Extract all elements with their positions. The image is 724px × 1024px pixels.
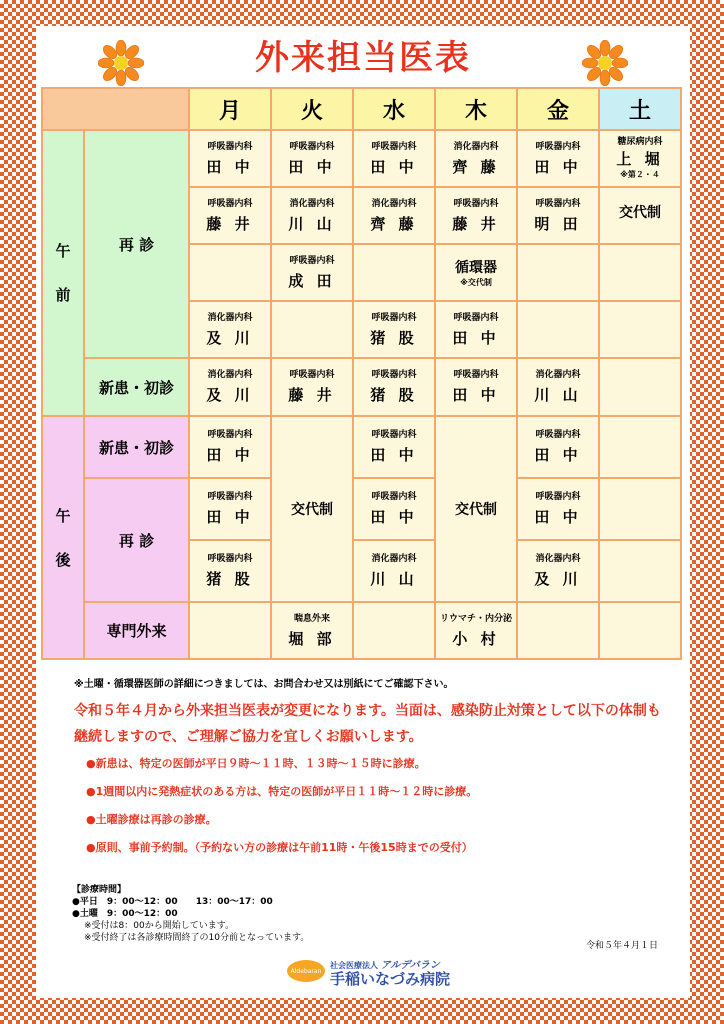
slot-am-r2-mon: 呼吸器内科 藤 井 [189, 187, 271, 244]
hours-weekday: ●平日 9：00～12：00 13：00～17：00 [72, 897, 273, 907]
slot-am-r1-wed: 呼吸器内科 田 中 [353, 130, 435, 187]
slot-am-new-tue: 呼吸器内科 藤 井 [271, 358, 353, 416]
slot-am-r1-thu: 消化器内科 齊 藤 [435, 130, 517, 187]
slot-am-r4-sat [599, 301, 681, 358]
slot-pm-sp-sat [599, 602, 681, 659]
logo-corp: 社会医療法人 アルデバラン [330, 960, 440, 971]
corner-cell [42, 88, 189, 130]
slot-pm-r1-mon: 呼吸器内科 田 中 [189, 478, 271, 540]
category-am-new: 新患・初診 [84, 358, 189, 416]
slot-am-r2-tue: 消化器内科 川 山 [271, 187, 353, 244]
slot-pm-sp-wed [353, 602, 435, 659]
slot-am-new-mon: 消化器内科 及 川 [189, 358, 271, 416]
list-item: ●1週間以内に発熱症状のある方は、特定の医師が平日１１時～１２時に診療。 [86, 785, 478, 798]
schedule-table [41, 87, 682, 660]
slot-am-r2-thu: 呼吸器内科 藤 井 [435, 187, 517, 244]
slot-am-r2-wed: 消化器内科 齊 藤 [353, 187, 435, 244]
slot-pm-r2-wed: 消化器内科 川 山 [353, 540, 435, 602]
schedule-sheet [36, 26, 690, 998]
hours-saturday: ●土曜 9：00～12：00 [72, 909, 178, 919]
slot-am-r3-thu: 循環器 ※交代制 [435, 244, 517, 301]
category-am-revisit: 再 診 [84, 130, 189, 358]
slot-pm-sp-thu: リウマチ・内分泌 小 村 [435, 602, 517, 659]
table-row [42, 478, 681, 540]
svg-text:Aldebaran: Aldebaran [290, 968, 322, 975]
saturday-note: ※土曜・循環器医師の詳細につきましては、お問合わせ又は別紙にてご確認下さい。 [74, 679, 454, 690]
slot-am-r1-sat: 糖尿病内科 上 堀 ※第２・４ [599, 130, 681, 187]
list-item: ●土曜診療は再診の診療。 [86, 813, 217, 826]
slot-am-r1-tue: 呼吸器内科 田 中 [271, 130, 353, 187]
slot-am-r1-mon: 呼吸器内科 田 中 [189, 130, 271, 187]
slot-am-new-fri: 消化器内科 川 山 [517, 358, 599, 416]
day-sat: 土 [599, 88, 681, 130]
hospital-logo [286, 954, 486, 990]
slot-pm-sp-fri [517, 602, 599, 659]
category-pm-new: 新患・初診 [84, 416, 189, 478]
hours-heading: 【診療時間】 [72, 885, 127, 895]
table-row [42, 416, 681, 478]
slot-pm-new-wed: 呼吸器内科 田 中 [353, 416, 435, 478]
day-fri: 金 [517, 88, 599, 130]
hours-block [72, 884, 309, 944]
category-pm-special: 専門外来 [84, 602, 189, 659]
logo-badge-icon [286, 958, 326, 984]
flower-decoration-left [98, 40, 144, 86]
change-notice: 令和５年４月から外来担当医表が変更になります。当面は、感染防止対策として以下の体制も継続しますので、ご理解ご協力を宜しくお願いします。 [74, 703, 661, 745]
slot-am-new-sat [599, 358, 681, 416]
slot-am-r3-mon [189, 244, 271, 301]
day-wed: 水 [353, 88, 435, 130]
slot-am-r2-sat: 交代制 [599, 187, 681, 244]
slot-am-r4-thu: 呼吸器内科 田 中 [435, 301, 517, 358]
table-row [42, 602, 681, 659]
list-item: ●新患は、特定の医師が平日９時～１１時、１３時～１５時に診療。 [86, 757, 426, 770]
slot-am-r3-fri [517, 244, 599, 301]
slot-pm-thu-rotation: 交代制 [435, 416, 517, 602]
day-thu: 木 [435, 88, 517, 130]
slot-pm-r1-sat [599, 478, 681, 540]
table-row [42, 130, 681, 187]
day-header-row [42, 88, 681, 130]
slot-am-r4-fri [517, 301, 599, 358]
slot-pm-new-sat [599, 416, 681, 478]
slot-pm-tue-rotation: 交代制 [271, 416, 353, 602]
list-item: ●原則、事前予約制。（予約ない方の診療は午前11時・午後15時までの受付） [86, 841, 473, 854]
hours-note-a: ※受付は8：00から開始しています。 [84, 921, 235, 931]
slot-am-r4-tue [271, 301, 353, 358]
slot-pm-sp-mon [189, 602, 271, 659]
flower-decoration-right [582, 40, 628, 86]
slot-am-r2-fri: 呼吸器内科 明 田 [517, 187, 599, 244]
slot-pm-sp-tue: 喘息外来 堀 部 [271, 602, 353, 659]
flower-icon [582, 40, 628, 86]
day-mon: 月 [189, 88, 271, 130]
table-row [42, 358, 681, 416]
period-pm: 午 後 [42, 416, 84, 659]
slot-am-r4-wed: 呼吸器内科 猪 股 [353, 301, 435, 358]
slot-pm-r1-fri: 呼吸器内科 田 中 [517, 478, 599, 540]
slot-am-r1-fri: 呼吸器内科 田 中 [517, 130, 599, 187]
logo-hospital-name: 手稲いなづみ病院 [330, 970, 451, 988]
slot-am-r3-wed [353, 244, 435, 301]
policy-list [86, 750, 477, 862]
category-pm-revisit: 再 診 [84, 478, 189, 602]
flower-icon [98, 40, 144, 86]
day-tue: 火 [271, 88, 353, 130]
period-am: 午 前 [42, 130, 84, 416]
hours-note-b: ※受付終了は各診療時間終了の10分前となっています。 [84, 933, 310, 943]
slot-am-r3-sat [599, 244, 681, 301]
page-title: 外来担当医表 [255, 38, 471, 78]
slot-am-new-wed: 呼吸器内科 猪 股 [353, 358, 435, 416]
slot-pm-r2-mon: 呼吸器内科 猪 股 [189, 540, 271, 602]
slot-pm-r1-wed: 呼吸器内科 田 中 [353, 478, 435, 540]
slot-pm-r2-fri: 消化器内科 及 川 [517, 540, 599, 602]
slot-am-r3-tue: 呼吸器内科 成 田 [271, 244, 353, 301]
slot-am-new-thu: 呼吸器内科 田 中 [435, 358, 517, 416]
issue-date: 令和５年４月１日 [585, 941, 658, 951]
slot-pm-new-fri: 呼吸器内科 田 中 [517, 416, 599, 478]
slot-pm-r2-sat [599, 540, 681, 602]
slot-pm-new-mon: 呼吸器内科 田 中 [189, 416, 271, 478]
slot-am-r4-mon: 消化器内科 及 川 [189, 301, 271, 358]
